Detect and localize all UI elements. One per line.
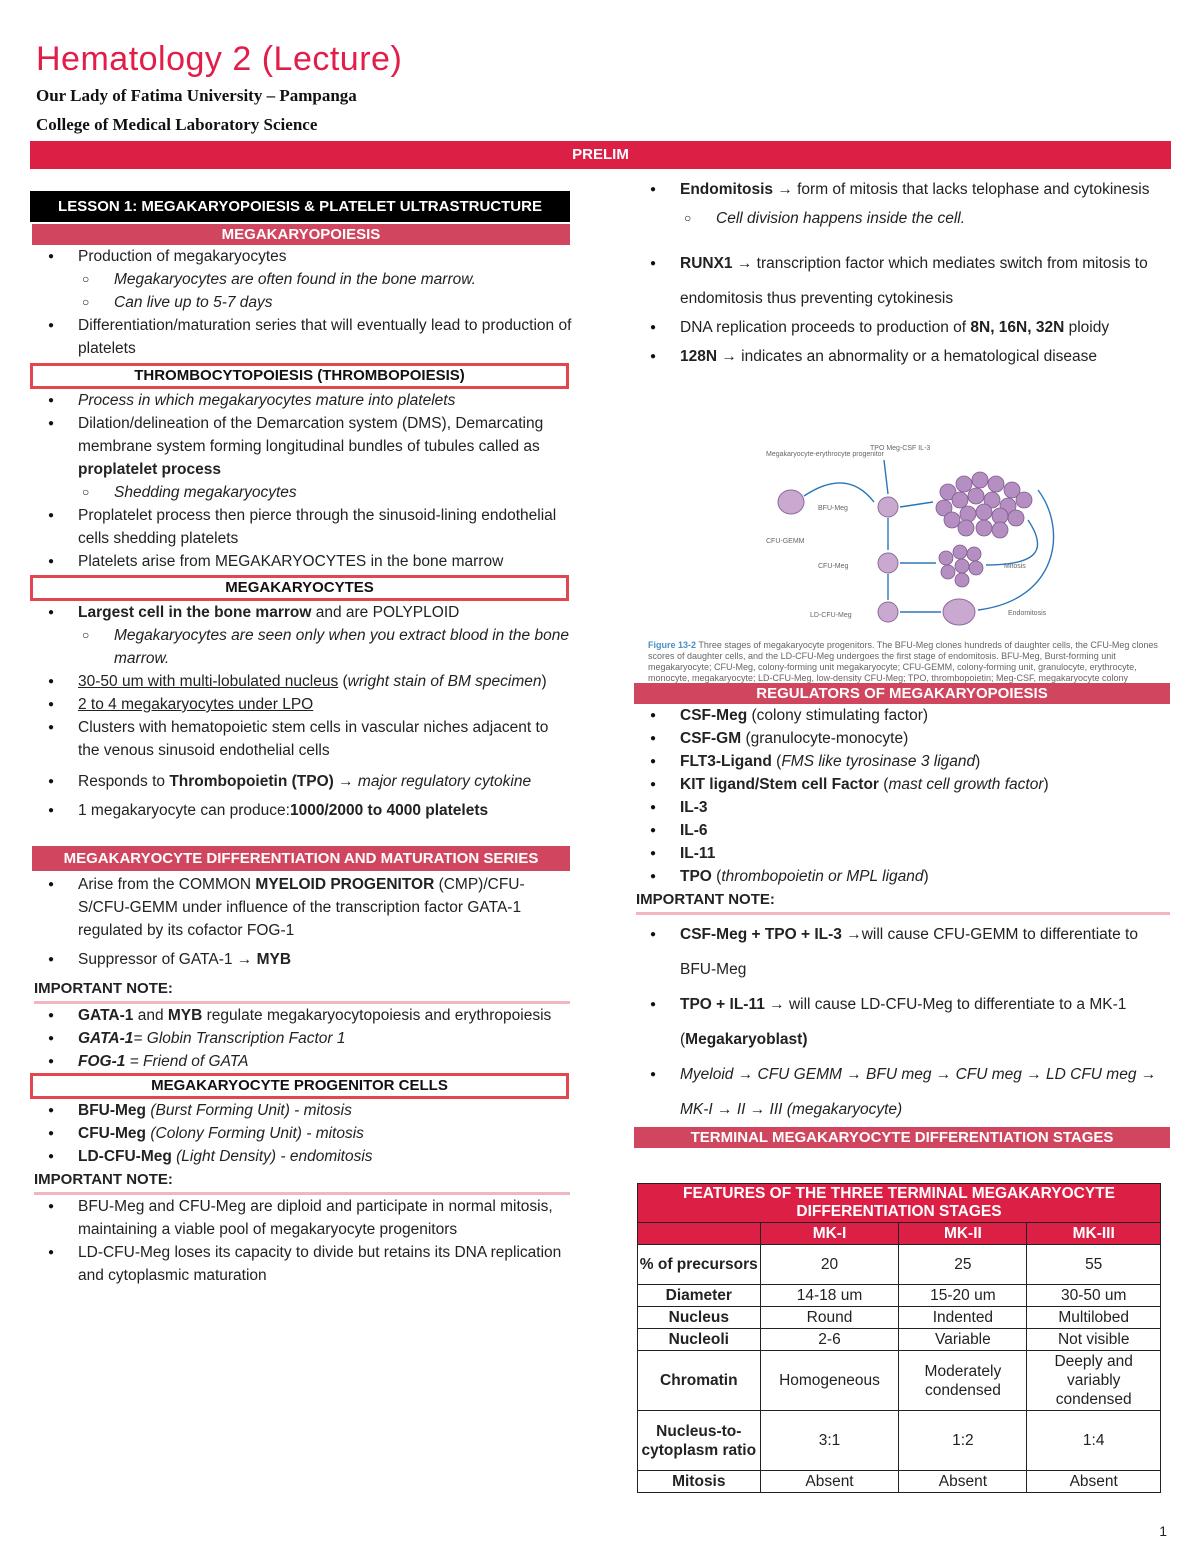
list-item: ○ Megakaryocytes are often found in the bone marrow. xyxy=(30,268,572,291)
list-item: ● Process in which megakaryocytes mature into platelets xyxy=(30,389,572,412)
list-item: ● Dilation/delineation of the Demarcation system (DMS), Demarcating membrane system forming longitudinal bundles of tubules called as proplatelet process xyxy=(30,412,572,481)
regulators-heading: REGULATORS OF MEGAKARYOPOIESIS xyxy=(634,683,1170,704)
features-table xyxy=(637,1183,1161,1493)
table-cell: Deeply and variably condensed xyxy=(1027,1351,1161,1411)
column-header: MK-I xyxy=(760,1223,899,1245)
important-note-list xyxy=(30,1195,572,1287)
progenitor-diagram xyxy=(648,440,1158,635)
right-column xyxy=(632,172,1170,368)
progenitor-cells-heading: MEGAKARYOCYTE PROGENITOR CELLS xyxy=(30,1073,569,1099)
figure-label: BFU-Meg xyxy=(818,505,848,512)
table-cell: Absent xyxy=(899,1471,1027,1493)
column-header: MK-II xyxy=(899,1223,1027,1245)
list-item: ● IL-11 xyxy=(632,842,1170,865)
regulators-list xyxy=(632,704,1170,888)
table-row xyxy=(638,1329,1161,1351)
list-item: ● Proplatelet process then pierce through the sinusoid-lining endothelial cells shedding platelets xyxy=(30,504,572,550)
table-cell: Multilobed xyxy=(1027,1307,1161,1329)
progenitor-cells-list xyxy=(30,1099,572,1168)
important-note-heading: IMPORTANT NOTE: xyxy=(34,977,570,1004)
arrow xyxy=(804,483,874,502)
table-cell: 30-50 um xyxy=(1027,1285,1161,1307)
table-cell: Not visible xyxy=(1027,1329,1161,1351)
table-row xyxy=(638,1471,1161,1493)
thrombocytopoiesis-list xyxy=(30,389,572,573)
list-item: ● Suppressor of GATA-1 → MYB xyxy=(30,942,572,977)
important-note-heading: IMPORTANT NOTE: xyxy=(636,888,1170,915)
important-note-list xyxy=(30,1004,572,1073)
list-item: ● BFU-Meg (Burst Forming Unit) - mitosis xyxy=(30,1099,572,1122)
row-header: Nucleoli xyxy=(638,1329,761,1351)
school-name: Our Lady of Fatima University – Pampanga xyxy=(36,86,357,105)
list-item: ● FOG-1 = Friend of GATA xyxy=(30,1050,572,1073)
figure-caption: Figure 13-2 Three stages of megakaryocyte progenitors. The BFU-Meg clones hundreds of daughter cells, the CFU-Meg clones scores of daughter cells, and the LD-CFU-Meg undergoes the first stage of endomitosis. BFU-Meg, Burst-forming unit megakaryocyte; CFU-Meg, colony-forming unit megakaryocyte; CFU-GEMM, colony-forming unit, granulocyte, erythrocyte, monocyte, megakaryocyte; LD-CFU-Meg, low-density CFU-Meg; TPO, thrombopoietin; Meg-CSF, megakaryocyte colony xyxy=(648,640,1158,683)
list-item: ● CSF-GM (granulocyte-monocyte) xyxy=(632,727,1170,750)
page-number: 1 xyxy=(1159,1523,1167,1539)
list-item: ● Differentiation/maturation series that will eventually lead to production of platelets xyxy=(30,314,572,360)
row-header: Mitosis xyxy=(638,1471,761,1493)
list-item: ● Production of megakaryocytes xyxy=(30,245,572,268)
list-item: ● Myeloid → CFU GEMM → BFU meg → CFU meg → LD CFU meg → MK-I → II → III (megakaryocyte) xyxy=(632,1057,1170,1127)
table-corner xyxy=(638,1223,761,1245)
table-cell: Absent xyxy=(1027,1471,1161,1493)
row-header: Chromatin xyxy=(638,1351,761,1411)
figure-label: TPO Meg-CSF IL-3 xyxy=(870,445,931,452)
table-row xyxy=(638,1245,1161,1285)
arrow xyxy=(900,502,933,507)
list-item: ● Arise from the COMMON MYELOID PROGENITOR (CMP)/CFU-S/CFU-GEMM under influence of the transcription factor GATA-1 regulated by its cofactor FOG-1 xyxy=(30,873,572,942)
list-item: ● TPO (thrombopoietin or MPL ligand) xyxy=(632,865,1170,888)
figure-label: Endomitosis xyxy=(1008,610,1047,617)
list-item: ● GATA-1 and MYB regulate megakaryocytopoiesis and erythropoiesis xyxy=(30,1004,572,1027)
list-item: ● CSF-Meg (colony stimulating factor) xyxy=(632,704,1170,727)
table-cell: Moderately condensed xyxy=(899,1351,1027,1411)
table-cell: Round xyxy=(760,1307,899,1329)
table-cell: 3:1 xyxy=(760,1411,899,1471)
list-item: ● 30-50 um with multi-lobulated nucleus (wright stain of BM specimen) xyxy=(30,670,572,693)
arrow xyxy=(884,460,888,494)
list-item: ● Clusters with hematopoietic stem cells in vascular niches adjacent to the venous sinusoid endothelial cells xyxy=(30,716,572,762)
endomitosis-cell xyxy=(943,599,975,625)
cfu-colony xyxy=(939,545,983,587)
list-item: ● Endomitosis → form of mitosis that lacks telophase and cytokinesis xyxy=(632,172,1170,207)
table-cell: 15-20 um xyxy=(899,1285,1027,1307)
list-item: ● FLT3-Ligand (FMS like tyrosinase 3 ligand) xyxy=(632,750,1170,773)
figure-label: Mitosis xyxy=(1004,563,1026,570)
terminal-stages-heading: TERMINAL MEGAKARYOCYTE DIFFERENTIATION STAGES xyxy=(634,1127,1170,1148)
figure-label: CFU-GEMM xyxy=(766,538,805,545)
left-column xyxy=(30,191,572,1287)
table-cell: 55 xyxy=(1027,1245,1161,1285)
figure-label: CFU-Meg xyxy=(818,563,849,570)
document-title: Hematology 2 (Lecture) xyxy=(36,40,403,78)
megakaryopoiesis-heading: MEGAKARYOPOIESIS xyxy=(32,224,570,245)
megakaryocytes-list xyxy=(30,601,572,822)
list-item: ● 2 to 4 megakaryocytes under LPO xyxy=(30,693,572,716)
important-note-heading: IMPORTANT NOTE: xyxy=(34,1168,570,1195)
row-header: % of precursors xyxy=(638,1245,761,1285)
list-item: ● IL-3 xyxy=(632,796,1170,819)
column-header: MK-III xyxy=(1027,1223,1161,1245)
list-item: ● DNA replication proceeds to production of 8N, 16N, 32N ploidy xyxy=(632,316,1170,339)
list-item: ● Largest cell in the bone marrow and are POLYPLOID xyxy=(30,601,572,624)
figure-label: Megakaryocyte-erythrocyte progenitor xyxy=(766,451,884,458)
list-item: ● LD-CFU-Meg (Light Density) - endomitosis xyxy=(30,1145,572,1168)
list-item: ● BFU-Meg and CFU-Meg are diploid and participate in normal mitosis, maintaining a viable pool of megakaryocyte progenitors xyxy=(30,1195,572,1241)
list-item: ○ Cell division happens inside the cell. xyxy=(632,207,1170,230)
megakaryocytes-heading: MEGAKARYOCYTES xyxy=(30,575,569,601)
table-row xyxy=(638,1411,1161,1471)
table-cell: 14-18 um xyxy=(760,1285,899,1307)
list-item: ○ Shedding megakaryocytes xyxy=(30,481,572,504)
table-cell: Variable xyxy=(899,1329,1027,1351)
row-header: Diameter xyxy=(638,1285,761,1307)
table-cell: Indented xyxy=(899,1307,1027,1329)
list-item: ● CFU-Meg (Colony Forming Unit) - mitosis xyxy=(30,1122,572,1145)
table-row xyxy=(638,1351,1161,1411)
list-item: ○ Megakaryocytes are seen only when you extract blood in the bone marrow. xyxy=(30,624,572,670)
table-row xyxy=(638,1307,1161,1329)
college-name: College of Medical Laboratory Science xyxy=(36,115,318,134)
lesson-title: LESSON 1: MEGAKARYOPOIESIS & PLATELET ULTRASTRUCTURE xyxy=(30,191,570,222)
table-cell: Absent xyxy=(760,1471,899,1493)
row-header: Nucleus-to-cytoplasm ratio xyxy=(638,1411,761,1471)
list-item: ● KIT ligand/Stem cell Factor (mast cell growth factor) xyxy=(632,773,1170,796)
cfu-meg-cell xyxy=(878,553,898,573)
table-cell: 1:4 xyxy=(1027,1411,1161,1471)
figure-label: LD-CFU-Meg xyxy=(810,612,852,619)
list-item: ● CSF-Meg + TPO + IL-3 →will cause CFU-GEMM to differentiate to BFU-Meg xyxy=(632,917,1170,987)
table-cell: 2-6 xyxy=(760,1329,899,1351)
section-banner: PRELIM xyxy=(30,141,1171,169)
right-column-lower xyxy=(632,683,1170,1148)
list-item: ● 128N → indicates an abnormality or a hematological disease xyxy=(632,345,1170,368)
progenitor-cell xyxy=(778,490,804,514)
important-note-list xyxy=(632,917,1170,1127)
list-item: ● 1 megakaryocyte can produce:1000/2000 to 4000 platelets xyxy=(30,799,572,822)
endomitosis-list xyxy=(632,172,1170,368)
list-item: ● IL-6 xyxy=(632,819,1170,842)
list-item: ● Platelets arise from MEGAKARYOCYTES in the bone marrow xyxy=(30,550,572,573)
ld-cfu-meg-cell xyxy=(878,602,898,622)
table-cell: 1:2 xyxy=(899,1411,1027,1471)
list-item: ● TPO + IL-11 → will cause LD-CFU-Meg to differentiate to a MK-1 (Megakaryoblast) xyxy=(632,987,1170,1057)
bfu-colony xyxy=(936,472,1032,538)
list-item: ● LD-CFU-Meg loses its capacity to divide but retains its DNA replication and cytoplasmic maturation xyxy=(30,1241,572,1287)
bfu-meg-cell xyxy=(878,497,898,517)
table-cell: 20 xyxy=(760,1245,899,1285)
list-item: ● GATA-1= Globin Transcription Factor 1 xyxy=(30,1027,572,1050)
differentiation-heading: MEGAKARYOCYTE DIFFERENTIATION AND MATURATION SERIES xyxy=(32,846,570,871)
table-row xyxy=(638,1285,1161,1307)
table-cell: Homogeneous xyxy=(760,1351,899,1411)
progenitor-figure xyxy=(648,440,1158,683)
thrombocytopoiesis-heading: THROMBOCYTOPOIESIS (THROMBOPOIESIS) xyxy=(30,363,569,389)
list-item: ● RUNX1 → transcription factor which mediates switch from mitosis to endomitosis thus preventing cytokinesis xyxy=(632,246,1170,316)
megakaryopoiesis-list xyxy=(30,245,572,360)
list-item: ○ Can live up to 5-7 days xyxy=(30,291,572,314)
table-title: FEATURES OF THE THREE TERMINAL MEGAKARYOCYTE DIFFERENTIATION STAGES xyxy=(638,1184,1161,1223)
row-header: Nucleus xyxy=(638,1307,761,1329)
list-item: ● Responds to Thrombopoietin (TPO) → major regulatory cytokine xyxy=(30,764,572,799)
table-cell: 25 xyxy=(899,1245,1027,1285)
differentiation-list xyxy=(30,873,572,977)
